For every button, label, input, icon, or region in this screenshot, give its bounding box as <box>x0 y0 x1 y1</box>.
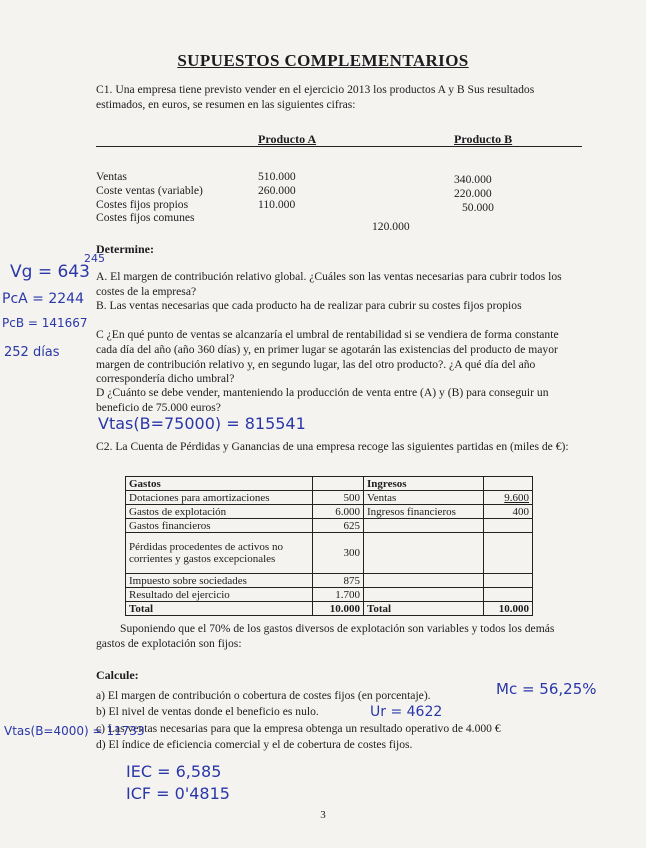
gasto-label: Pérdidas procedentes de activos no corrientes y gastos excepcionales <box>126 533 313 574</box>
c2-intro: C2. La Cuenta de Pérdidas y Ganancias de una empresa recoge las siguientes partidas en (miles de €): <box>96 440 569 453</box>
c2-calcule: Calcule: <box>96 668 139 682</box>
gasto-value: 875 <box>313 574 364 588</box>
handwritten-pca: PcA = 2244 <box>2 291 84 307</box>
cell-a-ventas: 510.000 <box>258 170 296 183</box>
gasto-label: Gastos de explotación <box>126 505 313 519</box>
handwritten-vtas-c: Vtas(B=4000) = 11733 <box>4 724 145 738</box>
table-row <box>126 519 533 533</box>
handwritten-dias: 252 días <box>4 345 60 360</box>
cell-b-ventas: 340.000 <box>454 173 492 186</box>
col-producto-a: Producto A <box>258 132 317 146</box>
page-title: SUPUESTOS COMPLEMENTARIOS <box>177 51 469 70</box>
gasto-value: 625 <box>313 519 364 533</box>
gasto-value: 1.700 <box>313 588 364 602</box>
handwritten-mc: Mc = 56,25% <box>496 680 597 698</box>
ingreso-value: 9.600 <box>484 491 533 505</box>
gasto-label: Gastos financieros <box>126 519 313 533</box>
table-row <box>126 505 533 519</box>
cell-b-fijos: 50.000 <box>462 201 494 214</box>
gasto-value: 500 <box>313 491 364 505</box>
c2-question-c: c) Las ventas necesarias para que la empresa obtenga un resultado operativo de 4.000 € <box>96 722 501 735</box>
total-gastos-label: Total <box>126 602 313 616</box>
table-row <box>126 574 533 588</box>
table-row <box>126 533 533 574</box>
col-producto-b: Producto B <box>454 132 513 146</box>
c2-note: Suponiendo que el 70% de los gastos diversos de explotación son variables y todos los demás gastos de explotación son fijos: <box>96 622 555 650</box>
header-ingresos: Ingresos <box>364 477 484 491</box>
c1-question-a: A. El margen de contribución relativo global. ¿Cuáles son las ventas necesarias para cubrir todos los costes de la empresa? <box>96 270 562 298</box>
ingreso-label: Ventas <box>364 491 484 505</box>
total-gastos-value: 10.000 <box>313 602 364 616</box>
c2-question-d: d) El índice de eficiencia comercial y el de cobertura de costes fijos. <box>96 738 413 751</box>
c2-question-b: b) El nivel de ventas donde el beneficio es nulo. <box>96 705 319 718</box>
cell-b-coste: 220.000 <box>454 187 492 200</box>
ingreso-value: 400 <box>484 505 533 519</box>
page-number: 3 <box>320 809 326 821</box>
cell-fijos-comunes: 120.000 <box>372 220 410 233</box>
handwritten-ur: Ur = 4622 <box>370 704 443 720</box>
table-total-row <box>126 602 533 616</box>
row-label-ventas: Ventas <box>96 170 127 183</box>
handwritten-icf: ICF = 0'4815 <box>126 784 230 803</box>
cell-a-fijos: 110.000 <box>258 198 296 211</box>
table-row <box>126 588 533 602</box>
pyg-table <box>125 476 533 616</box>
handwritten-vg: Vg = 643 <box>10 262 90 282</box>
gasto-value: 300 <box>313 533 364 574</box>
handwritten-vtas-b: Vtas(B=75000) = 815541 <box>98 414 306 433</box>
c2-question-a: a) El margen de contribución o cobertura de costes fijos (en porcentaje). <box>96 689 431 702</box>
c1-intro: C1. Una empresa tiene previsto vender en el ejercicio 2013 los productos A y B Sus resultados estimados, en euros, se resumen en las siguientes cifras: <box>96 83 535 111</box>
gasto-label: Impuesto sobre sociedades <box>126 574 313 588</box>
table-row <box>126 491 533 505</box>
handwritten-pcb: PcB = 141667 <box>2 316 88 330</box>
total-ingresos-value: 10.000 <box>484 602 533 616</box>
table-header-row <box>126 477 533 491</box>
gasto-label: Resultado del ejercicio <box>126 588 313 602</box>
c1-determine: Determine: <box>96 242 154 256</box>
c1-question-b: B. Las ventas necesarias que cada producto ha de realizar para cubrir su costes fijos propios <box>96 299 522 312</box>
c1-question-d: D ¿Cuánto se debe vender, manteniendo la producción de venta entre (A) y (B) para conseguir un beneficio de 75.000 euros? <box>96 386 549 414</box>
handwritten-vg-sup: 245 <box>84 252 105 265</box>
ingreso-label: Ingresos financieros <box>364 505 484 519</box>
cell-a-coste: 260.000 <box>258 184 296 197</box>
gasto-label: Dotaciones para amortizaciones <box>126 491 313 505</box>
handwritten-iec: IEC = 6,585 <box>126 762 222 781</box>
gasto-value: 6.000 <box>313 505 364 519</box>
row-label-coste-ventas: Coste ventas (variable) <box>96 184 203 197</box>
c1-question-c: C ¿En qué punto de ventas se alcanzaría el umbral de rentabilidad si se vendiera de forma constante cada día del año (año 360 días) y, en primer lugar se agotarán las existencias del producto de mayor margen de contribución relativo y, en segundo lugar, las del otro producto?. ¿A qué día del año correspondería dicho umbral? <box>96 328 559 386</box>
header-gastos: Gastos <box>126 477 313 491</box>
total-ingresos-label: Total <box>364 602 484 616</box>
row-label-fijos-comunes: Costes fijos comunes <box>96 211 195 224</box>
row-label-fijos-propios: Costes fijos propios <box>96 198 189 211</box>
